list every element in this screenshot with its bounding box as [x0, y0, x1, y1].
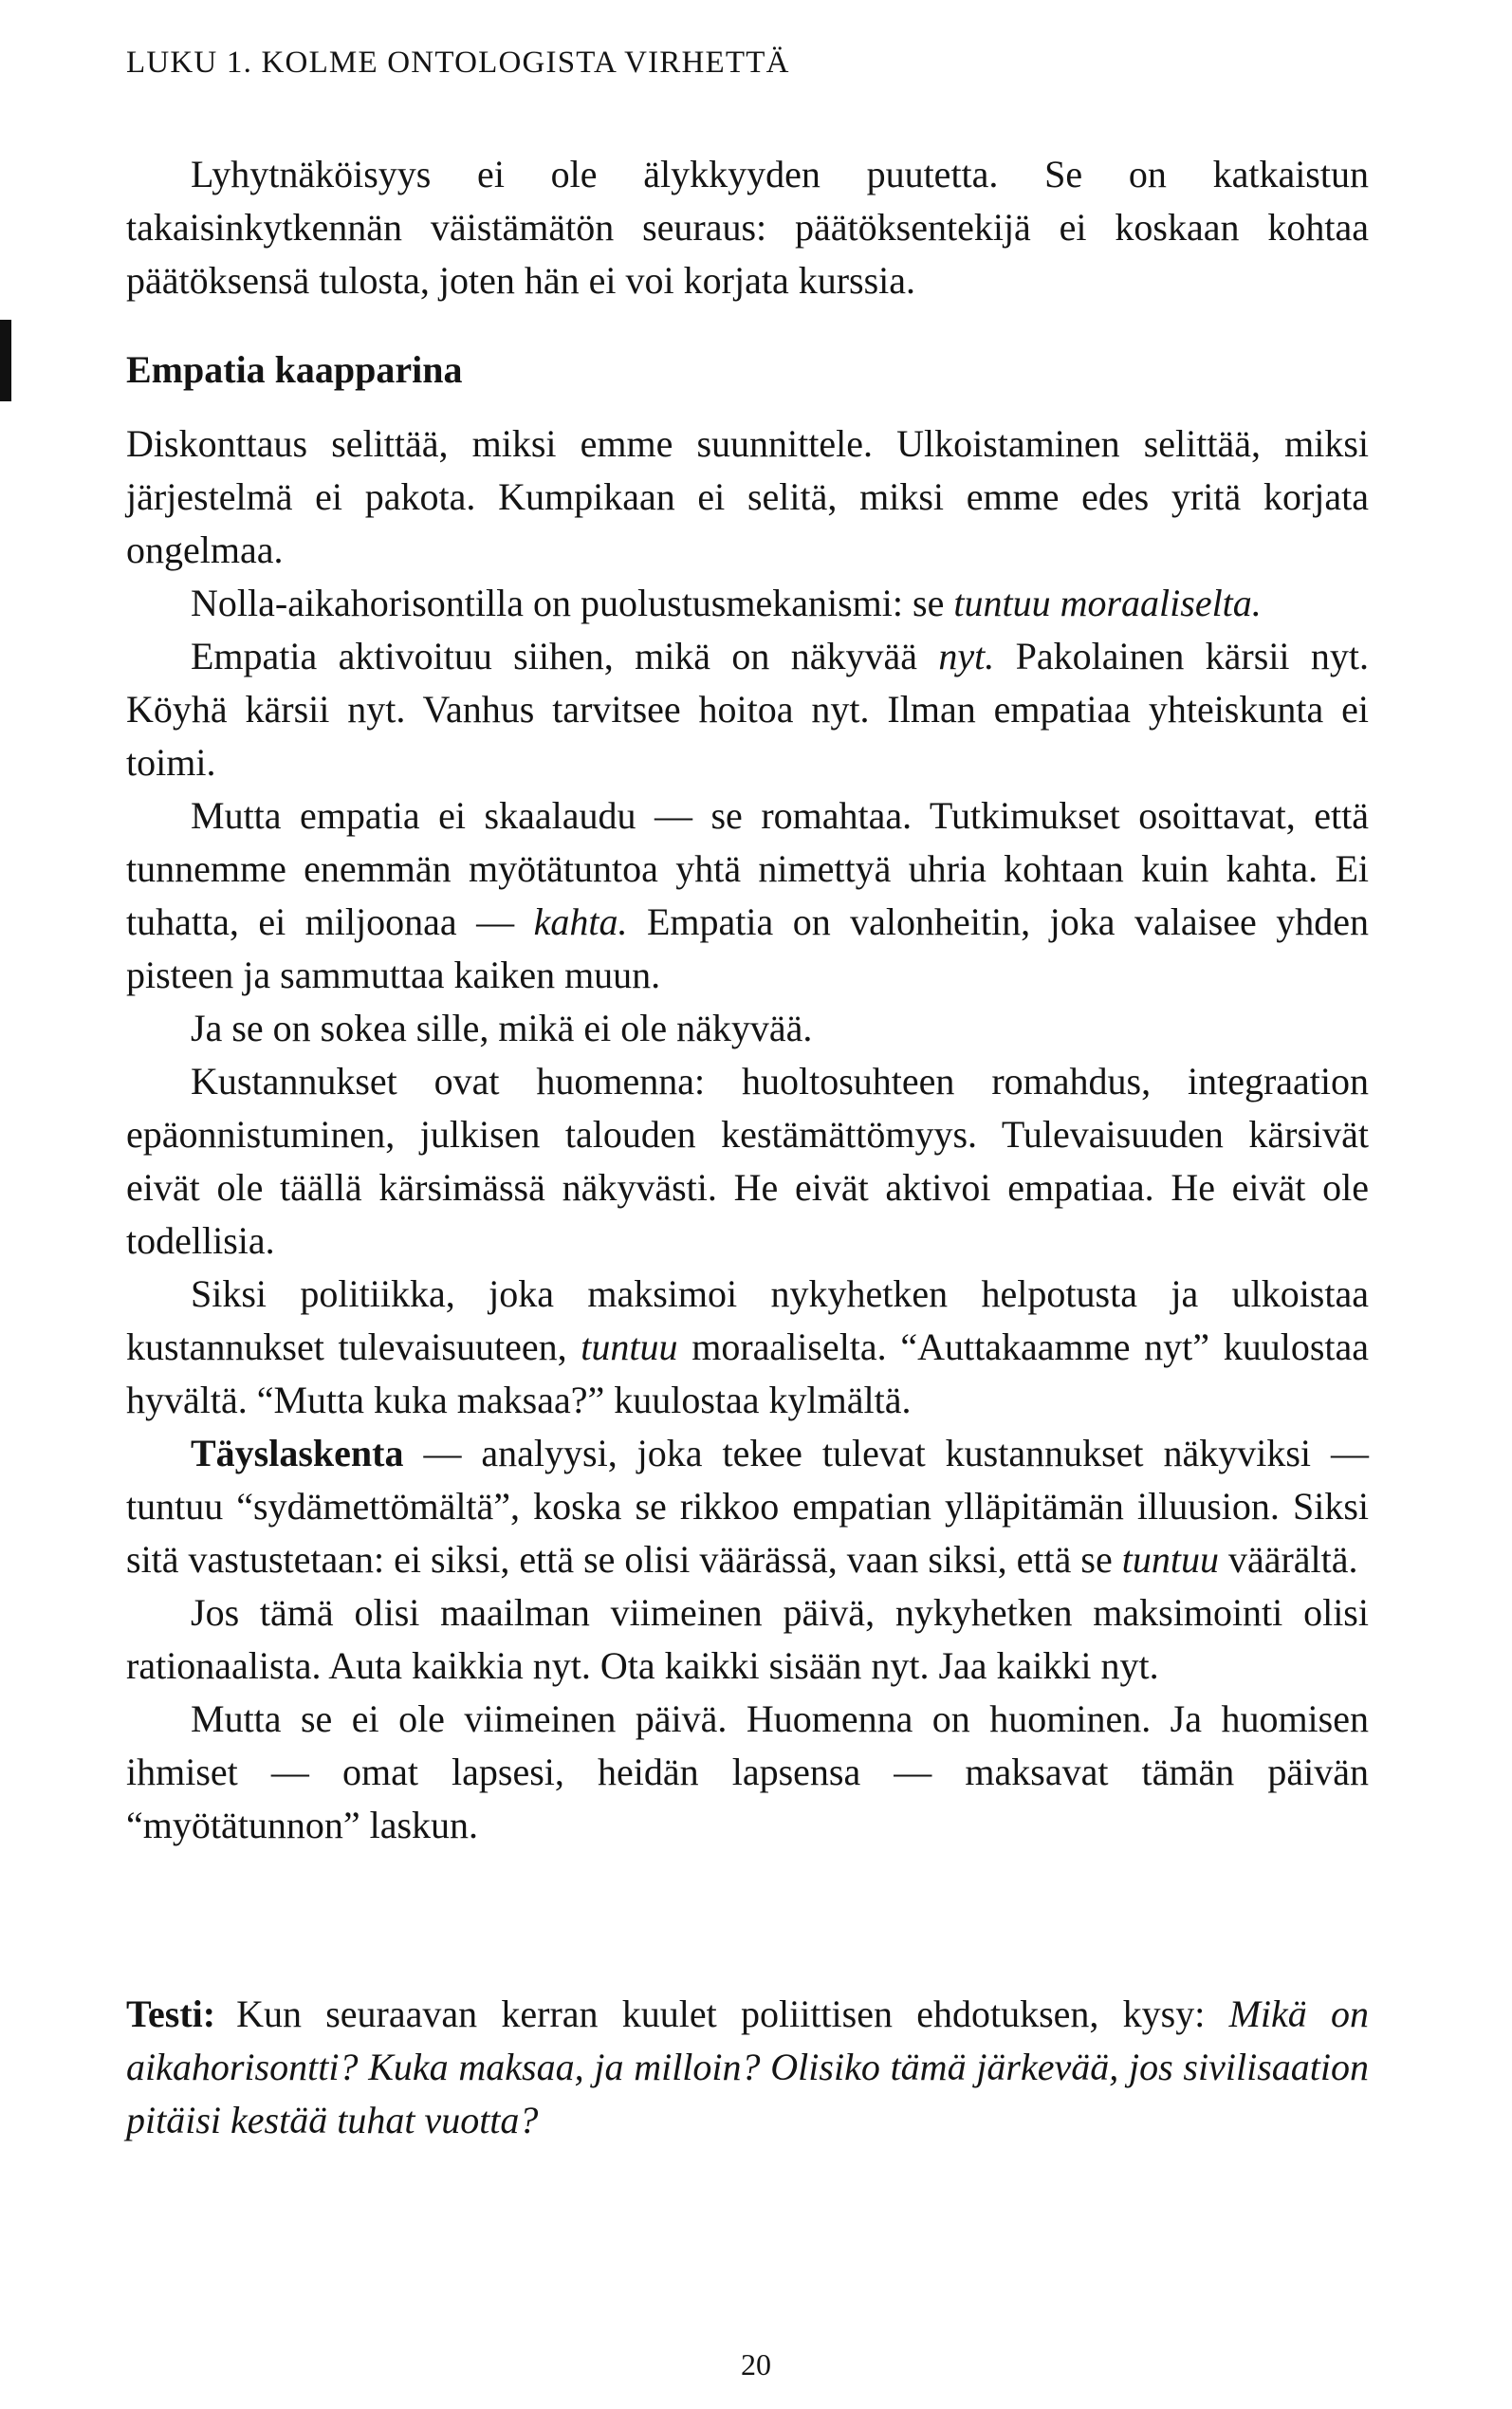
paragraph: [126, 630, 1369, 789]
paragraph-text: — analyysi, joka tekee tulevat kustannukset näkyviksi — tuntuu “sydämettömältä”, koska se rikkoo empatian ylläpitämän illuusion. Siksi sitä vastustetaan: ei siksi, että se olisi väärässä, vaan siksi, että se: [126, 1432, 1369, 1581]
paragraph: Ja se on sokea sille, mikä ei ole näkyvää.: [191, 1007, 813, 1049]
strong-term: Täyslaskenta: [191, 1432, 404, 1474]
intro-paragraph: Lyhytnäköisyys ei ole älykkyyden puutetta. Se on katkaistun takaisinkytkennän väistämätön seuraus: päätöksentekijä ei koskaan kohtaa päätöksensä tulosta, joten hän ei voi korjata kurssia.: [126, 153, 1369, 302]
section-body: [126, 417, 1369, 1852]
paragraph-text: Empatia on valonheitin, joka valaisee yhden pisteen ja sammuttaa kaiken muun.: [126, 900, 1369, 996]
paragraph: Kustannukset ovat huomenna: huoltosuhteen romahdus, integraation epäonnistuminen, julkisen talouden kestämättömyys. Tulevaisuuden kärsivät eivät ole täällä kärsimässä näkyvästi. He eivät aktivoi empatiaa. He eivät ole todellisia.: [126, 1060, 1369, 1262]
emphasis: tuntuu moraaliselta.: [953, 582, 1262, 624]
paragraph-text: Empatia aktivoituu siihen, mikä on näkyvää: [191, 635, 939, 677]
paragraph: [126, 1268, 1369, 1427]
paragraph-text: Pakolainen kärsii nyt. Köyhä kärsii nyt. Vanhus tarvitsee hoitoa nyt. Ilman empatiaa yhteiskunta ei toimi.: [126, 635, 1370, 784]
paragraph: Mutta se ei ole viimeinen päivä. Huomenna on huominen. Ja huomisen ihmiset — omat lapsesi, heidän lapsensa — maksavat tämän päivän “myötätunnon” laskun.: [126, 1697, 1369, 1846]
emphasis: kahta.: [533, 900, 628, 943]
test-text: Kun seuraavan kerran kuulet poliittisen ehdotuksen, kysy:: [236, 1992, 1229, 2035]
paragraph-text: moraaliselta. “Auttakaamme nyt” kuulostaa hyvältä. “Mutta kuka maksaa?” kuulostaa kylmältä.: [126, 1325, 1370, 1421]
paragraph: Jos tämä olisi maailman viimeinen päivä, nykyhetken maksimointi olisi rationaalista. Auta kaikkia nyt. Ota kaikki sisään nyt. Jaa kaikki nyt.: [126, 1591, 1369, 1687]
paragraph: [126, 1427, 1369, 1586]
section-heading: Empatia kaapparina: [126, 348, 463, 391]
paragraph-text: Nolla-aikahorisontilla on puolustusmekanismi: se: [191, 582, 954, 624]
paragraph-text: Siksi politiikka, joka maksimoi nykyhetken helpotusta ja ulkoistaa kustannukset tulevaisuuteen,: [126, 1272, 1369, 1368]
emphasis: tuntuu: [1121, 1538, 1219, 1581]
change-bar-marker: [0, 320, 11, 401]
paragraph-text: väärältä.: [1218, 1538, 1358, 1581]
test-callout: [126, 1988, 1369, 2147]
page-number: 20: [741, 2347, 771, 2381]
test-question: Mikä on aikahorisontti? Kuka maksaa, ja milloin? Olisiko tämä järkevää, jos sivilisaation pitäisi kestää tuhat vuotta?: [126, 1992, 1369, 2141]
emphasis: nyt.: [938, 635, 995, 677]
paragraph: [126, 577, 1369, 630]
paragraph-text: Mutta empatia ei skaalaudu — se romahtaa. Tutkimukset osoittavat, että tunnemme enemmän myötätuntoa yhtä nimettyä uhria kohtaan kuin kahta. Ei tuhatta, ei miljoonaa —: [126, 794, 1369, 943]
test-label: Testi:: [126, 1992, 216, 2035]
running-head: LUKU 1. KOLME ONTOLOGISTA VIRHETTÄ: [126, 46, 790, 80]
paragraph: [126, 789, 1369, 1002]
test-paragraph: [126, 1988, 1369, 2147]
paragraph: Diskonttaus selittää, miksi emme suunnittele. Ulkoistaminen selittää, miksi järjestelmä ei pakota. Kumpikaan ei selitä, miksi emme edes yritä korjata ongelmaa.: [126, 422, 1369, 571]
emphasis: tuntuu: [581, 1325, 678, 1368]
intro-text: [126, 148, 1369, 307]
